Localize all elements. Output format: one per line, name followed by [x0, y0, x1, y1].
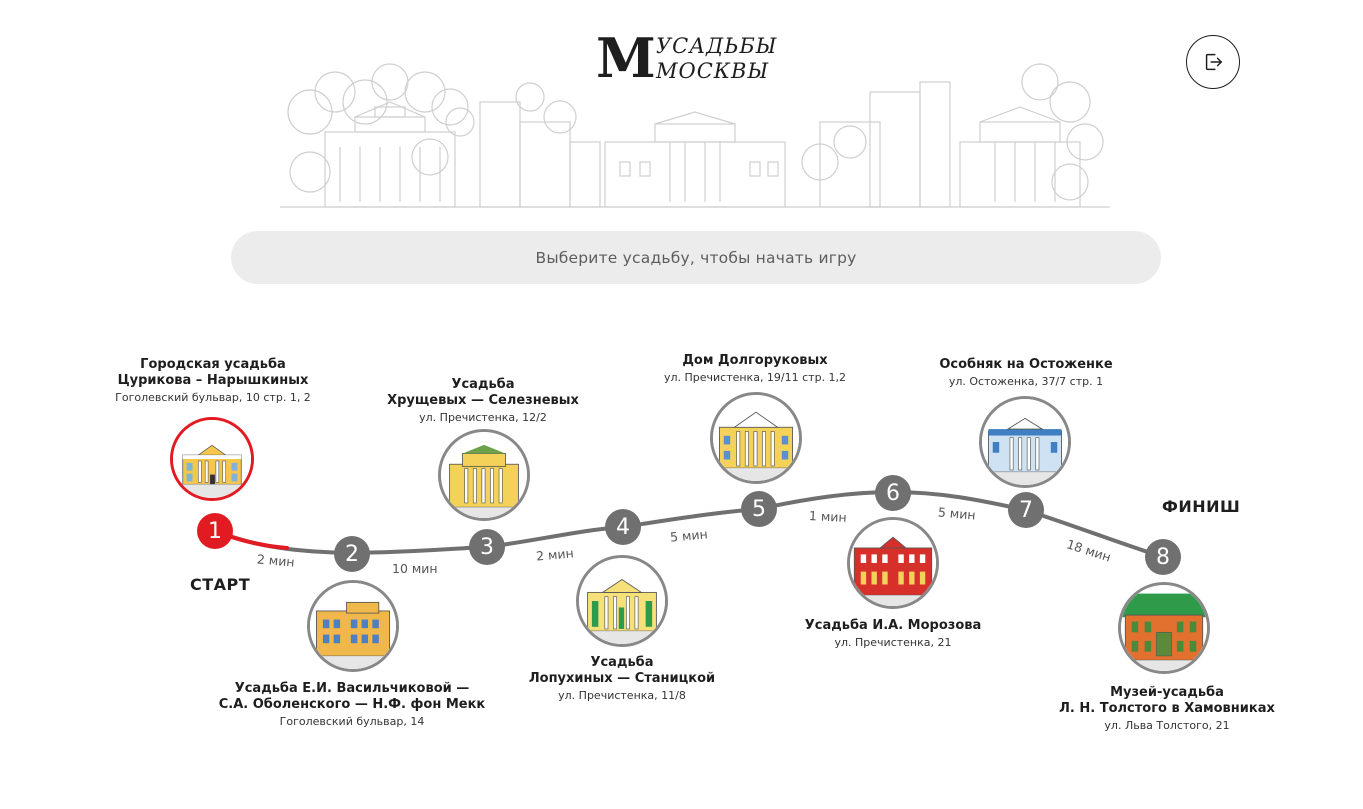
- route-stop-6[interactable]: 6: [875, 475, 911, 511]
- estate-caption-8: [1032, 685, 1302, 733]
- estate-medal-5[interactable]: [710, 392, 802, 484]
- logo-line-2: МОСКВЫ: [656, 59, 770, 83]
- estate-address: ул. Пречистенка, 21: [834, 636, 952, 649]
- logo-mark: М: [596, 26, 656, 90]
- estate-caption-5: [620, 353, 890, 385]
- route-stop-4[interactable]: 4: [605, 509, 641, 545]
- estate-caption-3: [348, 377, 618, 425]
- estate-name: Усадьба Лопухиных — Станицкой: [528, 655, 716, 686]
- duration-7-8: 18 мин: [1064, 536, 1113, 565]
- duration-2-3: 10 мин: [392, 561, 438, 576]
- estate-medal-2[interactable]: [307, 580, 399, 672]
- estate-address: ул. Пречистенка, 19/11 стр. 1,2: [663, 371, 847, 384]
- start-label: СТАРТ: [190, 575, 251, 594]
- estate-caption-4: [487, 655, 757, 703]
- estate-caption-6: [758, 618, 1028, 650]
- estate-building-icon: [1121, 585, 1207, 671]
- select-estate-prompt: Выберите усадьбу, чтобы начать игру: [231, 231, 1161, 284]
- estate-building-icon: [579, 558, 665, 644]
- estate-caption-2: [217, 681, 487, 729]
- duration-6-7: 5 мин: [937, 504, 977, 523]
- estate-building-icon: [441, 432, 527, 518]
- logout-icon: [1202, 51, 1224, 73]
- estate-name: Городская усадьба Цурикова – Нарышкиных: [117, 357, 309, 388]
- estate-building-icon: [982, 399, 1068, 485]
- logo-line-1: УСАДЬБЫ: [656, 34, 778, 58]
- estate-address: Гоголевский бульвар, 10 стр. 1, 2: [115, 391, 311, 404]
- estate-building-icon: [173, 420, 251, 498]
- route-stop-7[interactable]: 7: [1008, 492, 1044, 528]
- route-stop-2[interactable]: 2: [334, 536, 370, 572]
- estate-address: ул. Льва Толстого, 21: [1104, 719, 1230, 732]
- estate-name: Усадьба И.А. Морозова: [804, 618, 982, 633]
- route-stop-5[interactable]: 5: [741, 491, 777, 527]
- estate-building-icon: [713, 395, 799, 481]
- estate-medal-8[interactable]: [1118, 582, 1210, 674]
- estate-building-icon: [310, 583, 396, 669]
- route-stop-1[interactable]: 1: [197, 513, 233, 549]
- estate-name: Усадьба Хрущевых — Селезневых: [387, 377, 579, 408]
- estate-address: ул. Остоженка, 37/7 стр. 1: [948, 375, 1104, 388]
- estate-medal-7[interactable]: [979, 396, 1071, 488]
- route-stop-8[interactable]: 8: [1145, 539, 1181, 575]
- duration-4-5: 5 мин: [669, 526, 709, 545]
- estate-medal-6[interactable]: [847, 517, 939, 609]
- duration-1-2: 2 мин: [256, 551, 296, 570]
- estate-address: ул. Пречистенка, 11/8: [558, 689, 686, 702]
- duration-3-4: 2 мин: [535, 545, 575, 564]
- skyline-illustration: [280, 62, 1110, 212]
- estate-address: Гоголевский бульвар, 14: [279, 715, 425, 728]
- estate-medal-4[interactable]: [576, 555, 668, 647]
- duration-5-6: 1 мин: [808, 508, 848, 525]
- finish-label: ФИНИШ: [1162, 497, 1241, 516]
- estate-medal-3[interactable]: [438, 429, 530, 521]
- estate-name: Особняк на Остоженке: [939, 357, 1113, 372]
- estate-name: Дом Долгоруковых: [682, 353, 828, 368]
- estate-medal-1[interactable]: [170, 417, 254, 501]
- estate-caption-7: [891, 357, 1161, 389]
- estate-building-icon: [850, 520, 936, 606]
- estate-name: Усадьба Е.И. Васильчиковой — С.А. Оболенского — Н.Ф. фон Мекк: [218, 681, 486, 712]
- estate-address: ул. Пречистенка, 12/2: [419, 411, 547, 424]
- estate-name: Музей-усадьба Л. Н. Толстого в Хамовниках: [1059, 685, 1275, 716]
- route-stop-3[interactable]: 3: [469, 529, 505, 565]
- exit-button[interactable]: [1186, 35, 1240, 89]
- estate-caption-1: [78, 357, 348, 405]
